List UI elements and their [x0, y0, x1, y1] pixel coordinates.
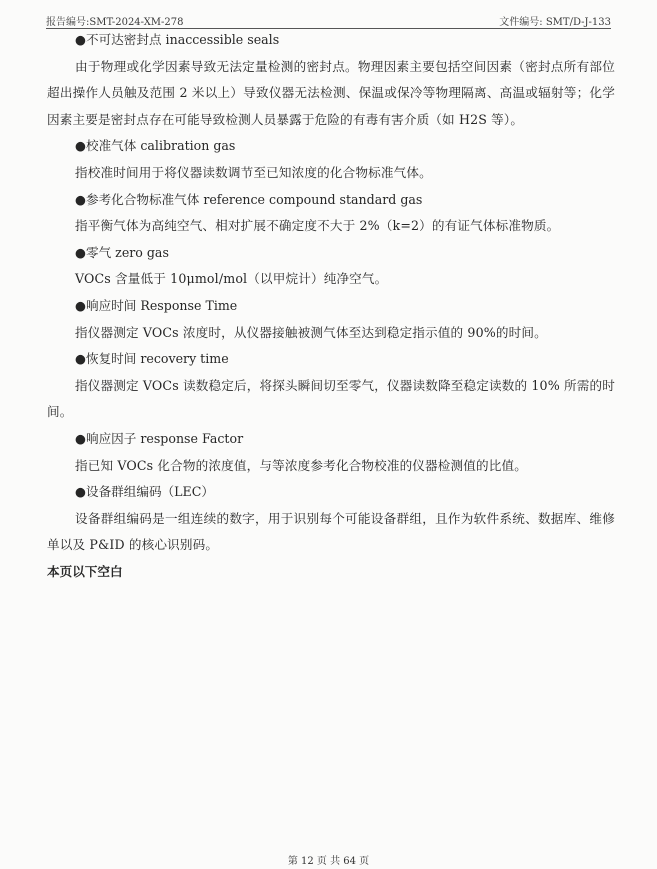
term-body-inaccessible-seals: 由于物理或化学因素导致无法定量检测的密封点。物理因素主要包括空间因素（密封点所有部位超出操作人员触及范围 2 米以上）导致仪器无法检测、保温或保冷等物理隔离、高温或辐射等；化学因素主要是密封点存在可能导致检测人员暴露于危险的有毒有害介质（如 H2S 等）。 [47, 58, 615, 127]
term-title-calibration-gas: ●校准气体 calibration gas [75, 138, 236, 154]
term-body-lec: 设备群组编码是一组连续的数字，用于识别每个可能设备群组，且作为软件系统、数据库、维修单以及 P&ID 的核心识别码。 [47, 510, 615, 553]
blank-page-note: 本页以下空白 [47, 563, 123, 579]
file-number: 文件编号: SMT/D-J-133 [499, 17, 611, 28]
term-title-response-factor: ●响应因子 response Factor [75, 430, 244, 446]
term-body-response-time: 指仪器测定 VOCs 浓度时，从仪器接触被测气体至达到稳定指示值的 90%的时间。 [75, 324, 547, 340]
term-title-lec: ●设备群组编码（LEC） [75, 484, 214, 500]
term-body-response-factor: 指已知 VOCs 化合物的浓度值，与等浓度参考化合物校准的仪器检测值的比值。 [75, 457, 528, 473]
term-title-reference-gas: ●参考化合物标准气体 reference compound standard gas [75, 191, 423, 207]
term-body-reference-gas: 指平衡气体为高纯空气、相对扩展不确定度不大于 2%（k=2）的有证气体标准物质。 [75, 218, 560, 234]
report-number: 报告编号:SMT-2024-XM-278 [46, 17, 184, 28]
term-title-inaccessible-seals: ●不可达密封点 inaccessible seals [75, 32, 280, 47]
page-content [47, 27, 615, 585]
term-title-zero-gas: ●零气 zero gas [75, 244, 169, 260]
term-body-calibration-gas: 指校准时间用于将仪器读数调节至已知浓度的化合物标准气体。 [75, 164, 432, 180]
page-number: 第 12 页 共 64 页 [287, 856, 370, 867]
term-title-recovery-time: ●恢复时间 recovery time [75, 351, 229, 367]
term-title-response-time: ●响应时间 Response Time [75, 297, 238, 313]
term-body-zero-gas: VOCs 含量低于 10μmol/mol（以甲烷计）纯净空气。 [75, 271, 388, 287]
term-body-recovery-time: 指仪器测定 VOCs 读数稳定后，将探头瞬间切至零气，仪器读数降至稳定读数的 10% 所需的时间。 [47, 377, 615, 420]
